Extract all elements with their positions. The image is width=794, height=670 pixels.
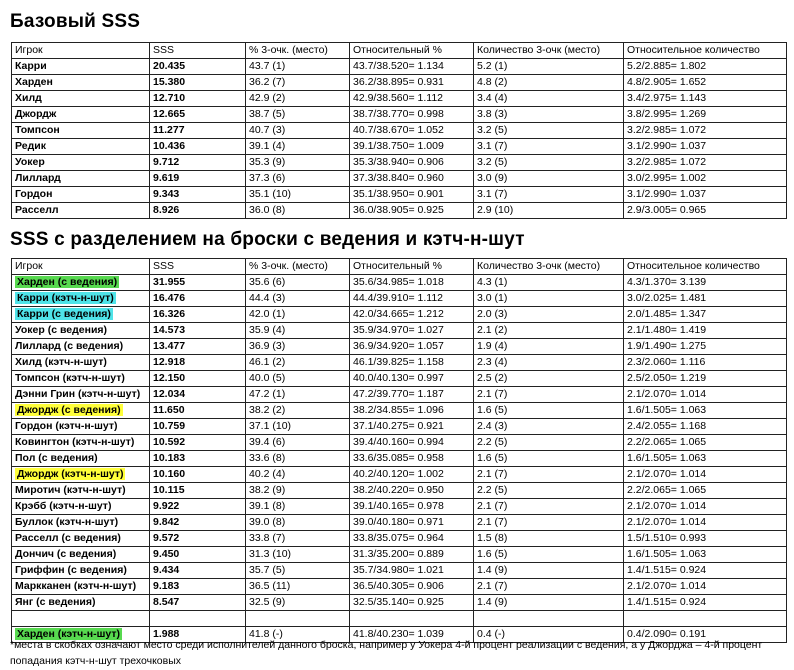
player-cell: Уокер (с ведения) [12,323,150,339]
qty-cell: 4.3 (1) [474,275,624,291]
player-cell: Редик [12,139,150,155]
player-cell: Дончич (с ведения) [12,547,150,563]
table-row [12,371,787,387]
rel-pct-cell: 43.7/38.520= 1.134 [350,59,474,75]
table-row [12,595,787,611]
player-cell: Маркканен (кэтч-н-шут) [12,579,150,595]
rel-pct-cell: 37.1/40.275= 0.921 [350,419,474,435]
sss-cell: 16.476 [150,291,246,307]
basic-sss-table-body [12,59,787,219]
sss-cell: 9.712 [150,155,246,171]
sss-cell: 10.436 [150,139,246,155]
player-cell: Гордон [12,187,150,203]
rel-qty-cell: 3.4/2.975= 1.143 [624,91,787,107]
sss-cell: 9.842 [150,515,246,531]
pct-cell: 40.2 (4) [246,467,350,483]
sss-cell: 20.435 [150,59,246,75]
rel-qty-cell: 3.1/2.990= 1.037 [624,139,787,155]
sss-cell: 12.918 [150,355,246,371]
player-cell: Ковингтон (кэтч-н-шут) [12,435,150,451]
rel-pct-cell: 42.9/38.560= 1.112 [350,91,474,107]
sss-cell: 12.710 [150,91,246,107]
qty-cell: 2.2 (5) [474,483,624,499]
qty-cell: 3.4 (4) [474,91,624,107]
qty-cell: 3.1 (7) [474,139,624,155]
pct-cell: 39.1 (4) [246,139,350,155]
footnote: *места в скобках означают место среди исполнителей данного броска, например у Уокера 4-й процент реализации с ведения, а у Джорджа – 4-й процент попадания кэтч-н-шут трехочковых [10,639,763,667]
pct-cell: 40.0 (5) [246,371,350,387]
rel-qty-cell: 2.2/2.065= 1.065 [624,435,787,451]
qty-cell: 2.0 (3) [474,307,624,323]
sss-cell: 8.547 [150,595,246,611]
player-cell [12,467,150,483]
rel-pct-cell: 40.7/38.670= 1.052 [350,123,474,139]
rel-qty-cell: 1.6/1.505= 1.063 [624,451,787,467]
qty-cell: 1.6 (5) [474,451,624,467]
pct-cell: 46.1 (2) [246,355,350,371]
pct-cell: 33.6 (8) [246,451,350,467]
rel-pct-cell: 31.3/35.200= 0.889 [350,547,474,563]
rel-pct-cell: 38.2/40.220= 0.950 [350,483,474,499]
table-row [12,563,787,579]
qty-cell: 2.2 (5) [474,435,624,451]
rel-pct-cell: 38.7/38.770= 0.998 [350,107,474,123]
rel-pct-cell: 46.1/39.825= 1.158 [350,355,474,371]
player-cell: Хилд (кэтч-н-шут) [12,355,150,371]
table-row [12,467,787,483]
table-row [12,59,787,75]
sss-cell: 9.922 [150,499,246,515]
qty-cell: 2.3 (4) [474,355,624,371]
rel-qty-cell: 2.1/2.070= 1.014 [624,467,787,483]
pct-cell: 39.4 (6) [246,435,350,451]
rel-qty-cell: 0.4/2.090= 0.191 [624,627,787,643]
table-row [12,171,787,187]
qty-cell: 0.4 (-) [474,627,624,643]
qty-cell: 2.5 (2) [474,371,624,387]
table-row [12,139,787,155]
sss-cell: 9.434 [150,563,246,579]
rel-qty-cell: 3.2/2.985= 1.072 [624,123,787,139]
sss-cell: 9.450 [150,547,246,563]
header-sss: SSS [150,43,246,59]
player-cell: Томпсон (кэтч-н-шут) [12,371,150,387]
rel-pct-cell: 41.8/40.230= 1.039 [350,627,474,643]
pct-cell: 36.0 (8) [246,203,350,219]
rel-pct-cell: 37.3/38.840= 0.960 [350,171,474,187]
player-cell: Буллок (кэтч-н-шут) [12,515,150,531]
qty-cell: 3.1 (7) [474,187,624,203]
rel-pct-cell: 35.9/34.970= 1.027 [350,323,474,339]
pct-cell: 35.6 (6) [246,275,350,291]
rel-pct-cell: 32.5/35.140= 0.925 [350,595,474,611]
basic-sss-table [11,42,787,219]
sss-cell: 16.326 [150,307,246,323]
header-pct: % 3-очк. (место) [246,43,350,59]
player-cell: Расселл (с ведения) [12,531,150,547]
rel-pct-cell: 39.1/38.750= 1.009 [350,139,474,155]
header-player: Игрок [12,259,150,275]
qty-cell: 2.1 (7) [474,499,624,515]
sss-cell: 8.926 [150,203,246,219]
player-cell: Гордон (кэтч-н-шут) [12,419,150,435]
pct-cell: 35.9 (4) [246,323,350,339]
player-cell: Лиллард [12,171,150,187]
table-row [12,403,787,419]
table-row [12,75,787,91]
pct-cell: 38.7 (5) [246,107,350,123]
qty-cell: 2.1 (7) [474,579,624,595]
table-row [12,187,787,203]
qty-cell: 3.0 (1) [474,291,624,307]
rel-pct-cell: 33.8/35.075= 0.964 [350,531,474,547]
split-sss-table-body [12,275,787,643]
player-cell: Карри [12,59,150,75]
sss-cell: 10.759 [150,419,246,435]
player-cell: Уокер [12,155,150,171]
rel-pct-cell: 42.0/34.665= 1.212 [350,307,474,323]
rel-qty-cell: 3.1/2.990= 1.037 [624,187,787,203]
sss-cell: 31.955 [150,275,246,291]
rel-qty-cell: 1.5/1.510= 0.993 [624,531,787,547]
qty-cell: 4.8 (2) [474,75,624,91]
sss-cell: 1.988 [150,627,246,643]
sss-cell: 9.183 [150,579,246,595]
pct-cell: 42.9 (2) [246,91,350,107]
table-row [12,275,787,291]
qty-cell: 2.1 (7) [474,387,624,403]
player-cell: Харден [12,75,150,91]
player-cell: Миротич (кэтч-н-шут) [12,483,150,499]
rel-pct-cell: 36.0/38.905= 0.925 [350,203,474,219]
player-cell: Томпсон [12,123,150,139]
table-row [12,547,787,563]
table-row [12,435,787,451]
sss-cell: 12.034 [150,387,246,403]
rel-pct-cell: 36.9/34.920= 1.057 [350,339,474,355]
rel-qty-cell: 3.8/2.995= 1.269 [624,107,787,123]
qty-cell: 1.6 (5) [474,547,624,563]
qty-cell: 5.2 (1) [474,59,624,75]
sss-cell: 11.277 [150,123,246,139]
sss-cell: 10.592 [150,435,246,451]
rel-pct-cell: 39.0/40.180= 0.971 [350,515,474,531]
pct-cell: 35.3 (9) [246,155,350,171]
header-rel-qty: Относительное количество [624,259,787,275]
pct-cell: 43.7 (1) [246,59,350,75]
rel-qty-cell: 2.1/2.070= 1.014 [624,387,787,403]
table-row [12,107,787,123]
player-cell [12,403,150,419]
rel-qty-cell: 2.1/2.070= 1.014 [624,499,787,515]
player-cell: Дэнни Грин (кэтч-н-шут) [12,387,150,403]
rel-qty-cell: 4.8/2.905= 1.652 [624,75,787,91]
rel-pct-cell: 39.4/40.160= 0.994 [350,435,474,451]
pct-cell: 38.2 (9) [246,483,350,499]
section1-title: Базовый SSS [10,11,141,32]
sss-cell: 9.619 [150,171,246,187]
rel-qty-cell: 2.3/2.060= 1.116 [624,355,787,371]
pct-cell: 40.7 (3) [246,123,350,139]
pct-cell: 44.4 (3) [246,291,350,307]
pct-cell: 39.1 (8) [246,499,350,515]
pct-cell: 35.1 (10) [246,187,350,203]
section2-title: SSS с разделением на броски с ведения и кэтч-н-шут [10,229,525,250]
qty-cell: 2.9 (10) [474,203,624,219]
table-row [12,155,787,171]
rel-qty-cell: 5.2/2.885= 1.802 [624,59,787,75]
empty-cell [474,611,624,627]
player-cell: Расселл [12,203,150,219]
pct-cell: 37.1 (10) [246,419,350,435]
rel-pct-cell: 44.4/39.910= 1.112 [350,291,474,307]
rel-qty-cell: 1.4/1.515= 0.924 [624,563,787,579]
pct-cell: 36.9 (3) [246,339,350,355]
header-qty: Количество 3-очк (место) [474,259,624,275]
rel-qty-cell: 1.6/1.505= 1.063 [624,547,787,563]
rel-pct-cell: 35.3/38.940= 0.906 [350,155,474,171]
header-sss: SSS [150,259,246,275]
table-row [12,291,787,307]
qty-cell: 3.2 (5) [474,123,624,139]
player-cell: Лиллард (с ведения) [12,339,150,355]
qty-cell: 2.1 (7) [474,515,624,531]
player-name-highlight: Харден (кэтч-н-шут) [17,628,120,640]
header-rel-pct: Относительный % [350,259,474,275]
player-cell [12,307,150,323]
rel-pct-cell: 39.1/40.165= 0.978 [350,499,474,515]
table-row [12,355,787,371]
qty-cell: 2.1 (2) [474,323,624,339]
empty-cell [150,611,246,627]
qty-cell: 3.2 (5) [474,155,624,171]
sss-cell: 9.572 [150,531,246,547]
sss-cell: 15.380 [150,75,246,91]
sss-cell: 10.115 [150,483,246,499]
header-rel-pct: Относительный % [350,43,474,59]
player-cell: Гриффин (с ведения) [12,563,150,579]
sss-cell: 14.573 [150,323,246,339]
sss-cell: 12.150 [150,371,246,387]
qty-cell: 2.1 (7) [474,467,624,483]
player-name-highlight: Джордж (кэтч-н-шут) [17,468,124,480]
pct-cell: 37.3 (6) [246,171,350,187]
sss-cell: 12.665 [150,107,246,123]
sss-cell: 11.650 [150,403,246,419]
rel-pct-cell: 38.2/34.855= 1.096 [350,403,474,419]
rel-qty-cell: 2.4/2.055= 1.168 [624,419,787,435]
pct-cell: 39.0 (8) [246,515,350,531]
rel-pct-cell: 40.2/40.120= 1.002 [350,467,474,483]
rel-pct-cell: 47.2/39.770= 1.187 [350,387,474,403]
qty-cell: 3.8 (3) [474,107,624,123]
sss-cell: 13.477 [150,339,246,355]
qty-cell: 1.4 (9) [474,595,624,611]
rel-pct-cell: 35.1/38.950= 0.901 [350,187,474,203]
qty-cell: 1.6 (5) [474,403,624,419]
pct-cell: 31.3 (10) [246,547,350,563]
rel-qty-cell: 2.1/2.070= 1.014 [624,515,787,531]
table-row [12,419,787,435]
empty-cell [12,611,150,627]
header-player: Игрок [12,43,150,59]
header-pct: % 3-очк. (место) [246,259,350,275]
table-row [12,123,787,139]
rel-pct-cell: 35.7/34.980= 1.021 [350,563,474,579]
pct-cell: 35.7 (5) [246,563,350,579]
header-qty: Количество 3-очк (место) [474,43,624,59]
table-row [12,579,787,595]
table-header-row [12,43,787,59]
table-row [12,387,787,403]
pct-cell: 36.2 (7) [246,75,350,91]
rel-qty-cell: 2.1/2.070= 1.014 [624,579,787,595]
rel-qty-cell: 1.4/1.515= 0.924 [624,595,787,611]
player-cell: Джордж [12,107,150,123]
rel-pct-cell: 33.6/35.085= 0.958 [350,451,474,467]
player-name-highlight: Карри (кэтч-н-шут) [17,292,114,304]
empty-cell [350,611,474,627]
sss-cell: 10.160 [150,467,246,483]
rel-qty-cell: 2.2/2.065= 1.065 [624,483,787,499]
table-row [12,307,787,323]
table-header-row [12,259,787,275]
rel-pct-cell: 40.0/40.130= 0.997 [350,371,474,387]
player-cell: Янг (с ведения) [12,595,150,611]
rel-qty-cell: 2.1/1.480= 1.419 [624,323,787,339]
header-rel-qty: Относительное количество [624,43,787,59]
player-name-highlight: Джордж (с ведения) [17,404,121,416]
table-row [12,91,787,107]
pct-cell: 47.2 (1) [246,387,350,403]
table-row [12,515,787,531]
table-row [12,499,787,515]
rel-qty-cell: 2.9/3.005= 0.965 [624,203,787,219]
sss-cell: 10.183 [150,451,246,467]
table-row [12,323,787,339]
table-row [12,339,787,355]
qty-cell: 1.4 (9) [474,563,624,579]
qty-cell: 3.0 (9) [474,171,624,187]
player-cell [12,275,150,291]
empty-cell [246,611,350,627]
rel-qty-cell: 2.0/1.485= 1.347 [624,307,787,323]
empty-cell [624,611,787,627]
spacer-row [12,611,787,627]
split-sss-table [11,258,787,643]
table-row [12,451,787,467]
player-cell: Крэбб (кэтч-н-шут) [12,499,150,515]
rel-qty-cell: 1.6/1.505= 1.063 [624,403,787,419]
player-cell: Пол (с ведения) [12,451,150,467]
rel-qty-cell: 3.0/2.995= 1.002 [624,171,787,187]
qty-cell: 1.5 (8) [474,531,624,547]
player-name-highlight: Харден (с ведения) [17,276,118,288]
player-cell [12,291,150,307]
table-row [12,483,787,499]
pct-cell: 38.2 (2) [246,403,350,419]
rel-pct-cell: 35.6/34.985= 1.018 [350,275,474,291]
rel-pct-cell: 36.2/38.895= 0.931 [350,75,474,91]
table-row [12,531,787,547]
rel-qty-cell: 1.9/1.490= 1.275 [624,339,787,355]
qty-cell: 2.4 (3) [474,419,624,435]
pct-cell: 33.8 (7) [246,531,350,547]
rel-qty-cell: 3.0/2.025= 1.481 [624,291,787,307]
player-name-highlight: Карри (с ведения) [17,308,111,320]
pct-cell: 32.5 (9) [246,595,350,611]
pct-cell: 42.0 (1) [246,307,350,323]
player-cell: Хилд [12,91,150,107]
pct-cell: 36.5 (11) [246,579,350,595]
sss-cell: 9.343 [150,187,246,203]
table-row [12,203,787,219]
qty-cell: 1.9 (4) [474,339,624,355]
pct-cell: 41.8 (-) [246,627,350,643]
rel-qty-cell: 4.3/1.370= 3.139 [624,275,787,291]
rel-qty-cell: 2.5/2.050= 1.219 [624,371,787,387]
rel-qty-cell: 3.2/2.985= 1.072 [624,155,787,171]
rel-pct-cell: 36.5/40.305= 0.906 [350,579,474,595]
